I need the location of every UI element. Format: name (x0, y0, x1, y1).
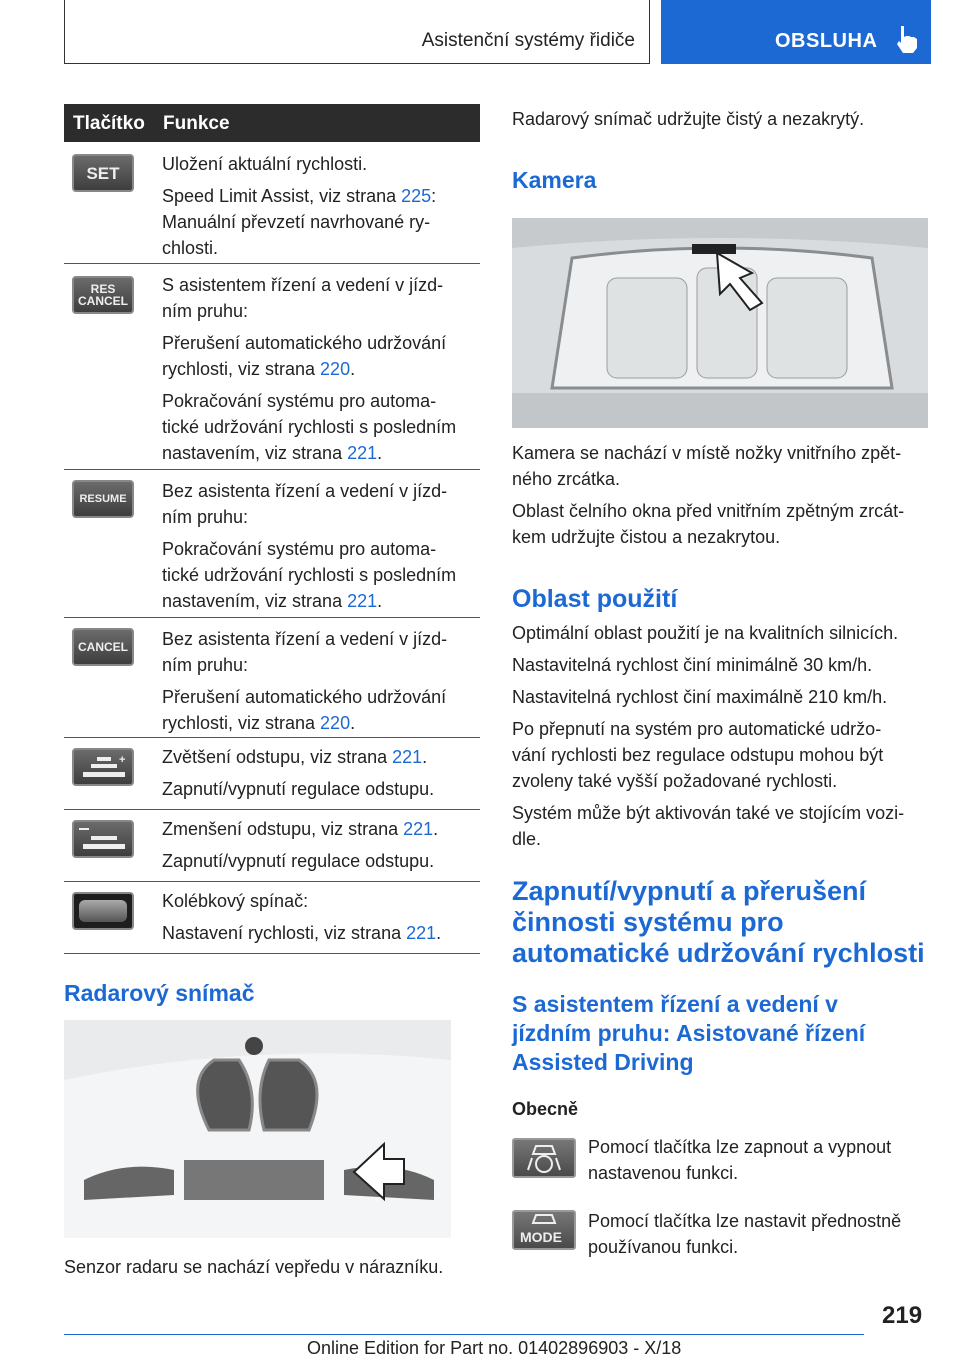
row-function-text (162, 744, 480, 802)
section-title: Asistenční systémy řidiče (421, 30, 635, 51)
assisted-driving-heading (512, 990, 865, 1077)
icon-label: CANCEL (78, 640, 128, 654)
tab-label: OBSLUHA (775, 30, 878, 52)
row-function-text (162, 478, 480, 614)
usage-line: Nastavitelná rychlost činí minimálně 30 km/h. (512, 655, 873, 675)
distance-bars-icon (75, 752, 131, 782)
table-row (64, 470, 480, 618)
row-text: Manuální převzetí navrhované ry- (162, 212, 431, 232)
pointing-hand-icon (893, 24, 921, 54)
usage-line: Systém může být aktivován také ve stojícím vozi- (512, 803, 905, 823)
heading-line: činnosti systému pro (512, 907, 784, 937)
distance-bars-icon (75, 824, 131, 854)
usage-line: Po přepnutí na systém pro automatické udržo- (512, 719, 882, 739)
table-header (64, 104, 480, 142)
tab-obsluha[interactable] (661, 0, 931, 64)
row-text: . (433, 819, 439, 839)
radar-clean-note: Radarový snímač udržujte čistý a nezakrytý. (512, 109, 865, 129)
row-text: . (377, 443, 383, 463)
row-text: Pokračování systému pro automa- (162, 539, 437, 559)
set-button-label: SET (86, 163, 120, 183)
icon-label: RES (90, 282, 116, 296)
row-text: Přerušení automatického udržování (162, 333, 447, 353)
steering-assist-button-icon (512, 1138, 576, 1178)
desc-line: používanou funkci. (588, 1237, 739, 1257)
usage-line: Optimální oblast použití je na kvalitních silnicích. (512, 623, 899, 643)
camera-text-line: ného zrcátka. (512, 469, 621, 489)
row-text: Zapnutí/vypnutí regulace odstupu. (162, 779, 435, 799)
page-link[interactable]: 221 (406, 923, 437, 943)
row-text: nastavením, viz strana (162, 591, 348, 611)
cancel-button-icon (72, 628, 134, 666)
row-text: tické udržování rychlosti s posledním (162, 417, 457, 437)
camera-text-line: kem udržujte čistou a nezakrytou. (512, 527, 781, 547)
camera-text (512, 440, 904, 550)
res-cancel-button-icon (72, 276, 134, 314)
row-text: ním pruhu: (162, 655, 249, 675)
row-text: . (350, 359, 356, 379)
table-row (64, 264, 480, 470)
col-header-button: Tlačítko (73, 113, 145, 134)
table-row (64, 810, 480, 882)
desc-line: nastavenou funkci. (588, 1163, 739, 1183)
row-text: Speed Limit Assist, viz strana (162, 186, 402, 206)
row-function-text (162, 272, 480, 466)
camera-location-image (512, 218, 928, 428)
row-text: Kolébkový spínač: (162, 891, 309, 911)
icon-label: CANCEL (78, 294, 128, 308)
distance-increase-icon (72, 748, 134, 786)
row-text: Zapnutí/vypnutí regulace odstupu. (162, 851, 435, 871)
row-text: Přerušení automatického udržování (162, 687, 447, 707)
page-number: 219 (882, 1302, 923, 1329)
desc-line: Pomocí tlačítka lze zapnout a vypnout (588, 1137, 892, 1157)
row-text: Nastavení rychlosti, viz strana (162, 923, 407, 943)
resume-button-icon (72, 480, 134, 518)
page-link[interactable]: 225 (401, 186, 432, 206)
camera-text-line: Oblast čelního okna před vnitřním zpětným zrcát- (512, 501, 905, 521)
header-section-box (64, 0, 650, 64)
row-function-text (162, 888, 480, 946)
page-link[interactable]: 220 (320, 359, 351, 379)
row-text: Zmenšení odstupu, viz strana (162, 819, 404, 839)
heading-line: Zapnutí/vypnutí a přerušení (512, 876, 867, 906)
table-row (64, 738, 480, 810)
row-text: : (431, 186, 437, 206)
set-button-icon (72, 154, 134, 192)
steering-wheel-icon (514, 1140, 574, 1176)
col-header-function: Funkce (163, 113, 230, 134)
row-text: Zvětšení odstupu, viz strana (162, 747, 393, 767)
radar-caption: Senzor radaru se nachází vepředu v nárazníku. (64, 1257, 444, 1277)
usage-line: Nastavitelná rychlost činí maximálně 210 km/h. (512, 687, 888, 707)
radar-heading: Radarový snímač (64, 980, 255, 1006)
distance-decrease-icon (72, 820, 134, 858)
row-text: S asistentem řízení a vedení v jízd- (162, 275, 444, 295)
footer-divider (64, 1334, 864, 1335)
button-function-table (64, 104, 480, 943)
row-text: Bez asistenta řízení a vedení v jízd- (162, 481, 448, 501)
general-heading: Obecně (512, 1099, 579, 1119)
row-text: . (377, 591, 383, 611)
row-text: Pokračování systému pro automa- (162, 391, 437, 411)
radar-sensor-image (64, 1020, 451, 1238)
table-row (64, 618, 480, 738)
svg-text:+: + (119, 754, 126, 766)
row-text: nastavením, viz strana (162, 443, 348, 463)
rocker-knob (79, 900, 127, 922)
row-text: tické udržování rychlosti s posledním (162, 565, 457, 585)
desc-line: Pomocí tlačítka lze nastavit přednostně (588, 1211, 902, 1231)
row-text: Uložení aktuální rychlosti. (162, 154, 368, 174)
table-row (64, 142, 480, 264)
row-text: . (350, 713, 356, 733)
row-function-text (162, 816, 480, 874)
mode-text (588, 1208, 901, 1260)
row-text: rychlosti, viz strana (162, 359, 321, 379)
heading-line: S asistentem řízení a vedení v (512, 991, 838, 1017)
page-link[interactable]: 221 (403, 819, 434, 839)
page-link[interactable]: 221 (347, 591, 378, 611)
heading-line: automatické udržování rychlosti (512, 938, 925, 968)
usage-text (512, 620, 904, 852)
row-text: Bez asistenta řízení a vedení v jízd- (162, 629, 448, 649)
table-row (64, 882, 480, 954)
icon-label: RESUME (79, 492, 127, 505)
row-text: . (436, 923, 442, 943)
page-link[interactable]: 221 (347, 443, 378, 463)
usage-line: dle. (512, 829, 542, 849)
footer-edition: Online Edition for Part no. 01402896903 - X/18 (307, 1338, 682, 1358)
heading-line: jízdním pruhu: Asistované řízení (512, 1020, 866, 1046)
camera-text-line: Kamera se nachází v místě nožky vnitřního zpět- (512, 443, 902, 463)
row-function-text (162, 626, 480, 736)
usage-line: zvoleny také vyšší požadované rychlosti. (512, 771, 838, 791)
mode-button-icon (512, 1210, 576, 1250)
page-link[interactable]: 221 (392, 747, 423, 767)
rocker-switch-icon (72, 892, 134, 930)
row-text: . (422, 747, 428, 767)
row-text: rychlosti, viz strana (162, 713, 321, 733)
mode-label: MODE (520, 1229, 562, 1245)
row-text: ním pruhu: (162, 301, 249, 321)
toggle-heading (512, 876, 925, 969)
usage-line: vání rychlosti bez regulace odstupu mohou být (512, 745, 884, 765)
row-text: ním pruhu: (162, 507, 249, 527)
page-link[interactable]: 220 (320, 713, 351, 733)
steering-assist-text (588, 1134, 891, 1186)
row-function-text (162, 151, 480, 261)
row-text: chlosti. (162, 238, 219, 258)
usage-heading: Oblast použití (512, 585, 678, 613)
heading-line: Assisted Driving (512, 1049, 694, 1075)
camera-heading: Kamera (512, 167, 597, 193)
